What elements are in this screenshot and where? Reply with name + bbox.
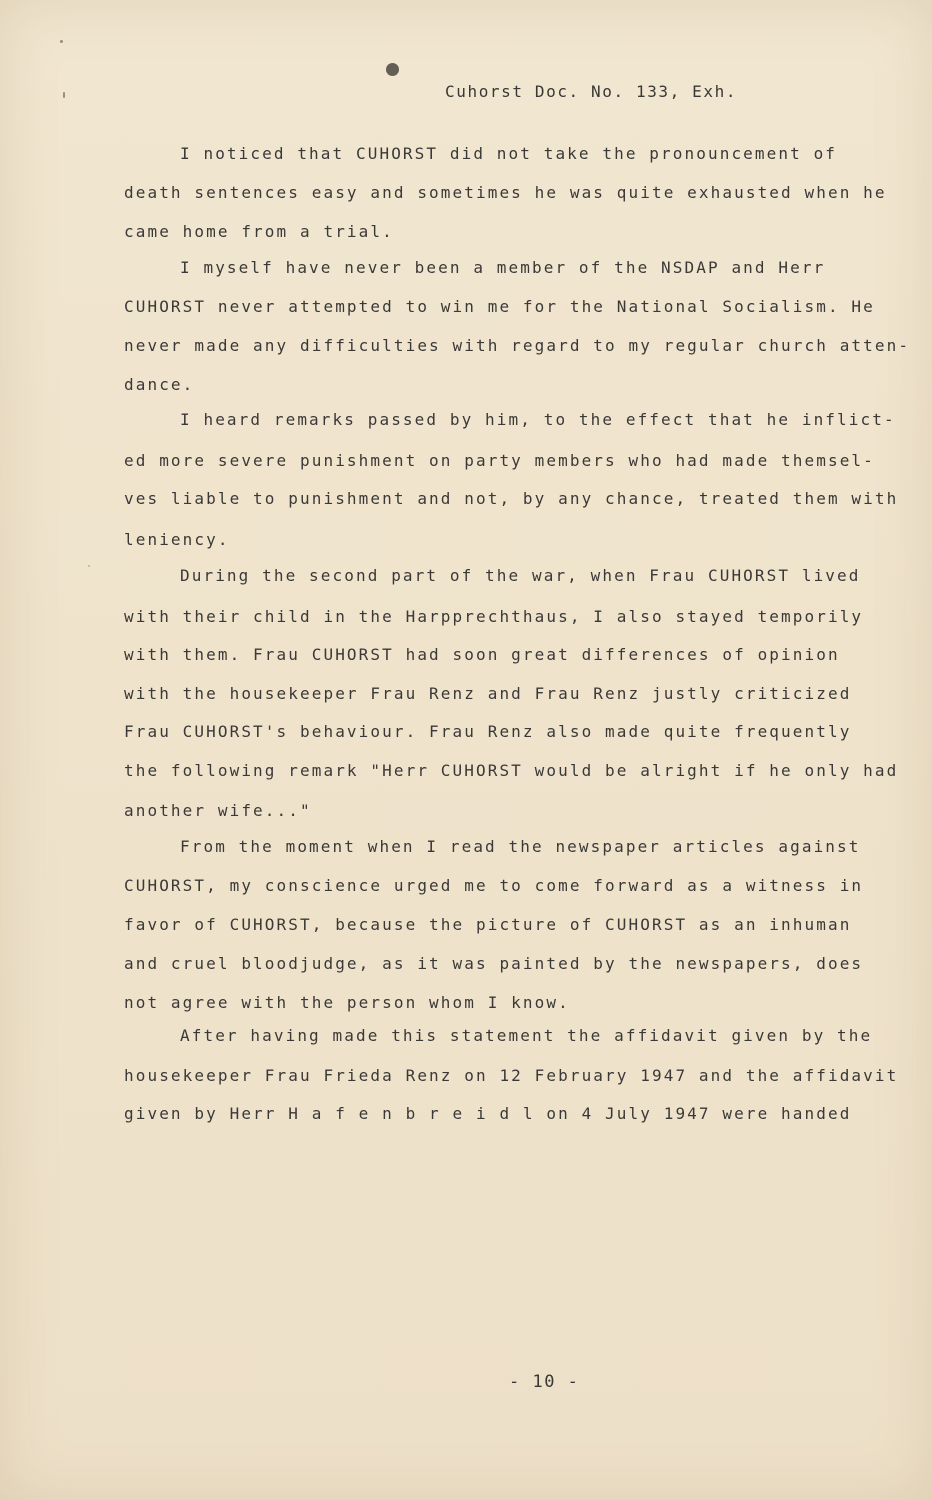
text-line: ed more severe punishment on party members who had made themsel- — [124, 451, 875, 470]
text-line: Frau CUHORST's behaviour. Frau Renz also made quite frequently — [124, 722, 852, 741]
document-header: Cuhorst Doc. No. 133, Exh. — [445, 82, 738, 101]
text-line: death sentences easy and sometimes he was quite exhausted when he — [124, 183, 887, 202]
text-line: favor of CUHORST, because the picture of CUHORST as an inhuman — [124, 915, 852, 934]
text-line: with them. Frau CUHORST had soon great differences of opinion — [124, 645, 840, 664]
text-line: leniency. — [124, 530, 230, 549]
text-line: with the housekeeper Frau Renz and Frau Renz justly criticized — [124, 684, 852, 703]
text-line: not agree with the person whom I know. — [124, 993, 570, 1012]
text-line: never made any difficulties with regard to my regular church atten- — [124, 336, 911, 355]
text-line: CUHORST never attempted to win me for the National Socialism. He — [124, 297, 875, 316]
text-line: After having made this statement the affidavit given by the — [180, 1026, 873, 1045]
text-line: From the moment when I read the newspaper articles against — [180, 837, 861, 856]
text-line: given by Herr H a f e n b r e i d l on 4 July 1947 were handed — [124, 1104, 852, 1123]
text-line: housekeeper Frau Frieda Renz on 12 February 1947 and the affidavit — [124, 1066, 899, 1085]
text-line: I heard remarks passed by him, to the effect that he inflict- — [180, 410, 896, 429]
text-line: CUHORST, my conscience urged me to come forward as a witness in — [124, 876, 864, 895]
text-line: the following remark "Herr CUHORST would be alright if he only had — [124, 761, 899, 780]
text-line: and cruel bloodjudge, as it was painted by the newspapers, does — [124, 954, 864, 973]
text-line: I myself have never been a member of the NSDAP and Herr — [180, 258, 826, 277]
text-line: During the second part of the war, when Frau CUHORST lived — [180, 566, 861, 585]
text-line: dance. — [124, 375, 195, 394]
text-line: I noticed that CUHORST did not take the pronouncement of — [180, 144, 838, 163]
text-line: another wife..." — [124, 801, 312, 820]
page-number: - 10 - — [509, 1372, 580, 1392]
text-line: with their child in the Harpprechthaus, I also stayed temporily — [124, 607, 864, 626]
text-line: ves liable to punishment and not, by any chance, treated them with — [124, 489, 899, 508]
text-line: came home from a trial. — [124, 222, 394, 241]
